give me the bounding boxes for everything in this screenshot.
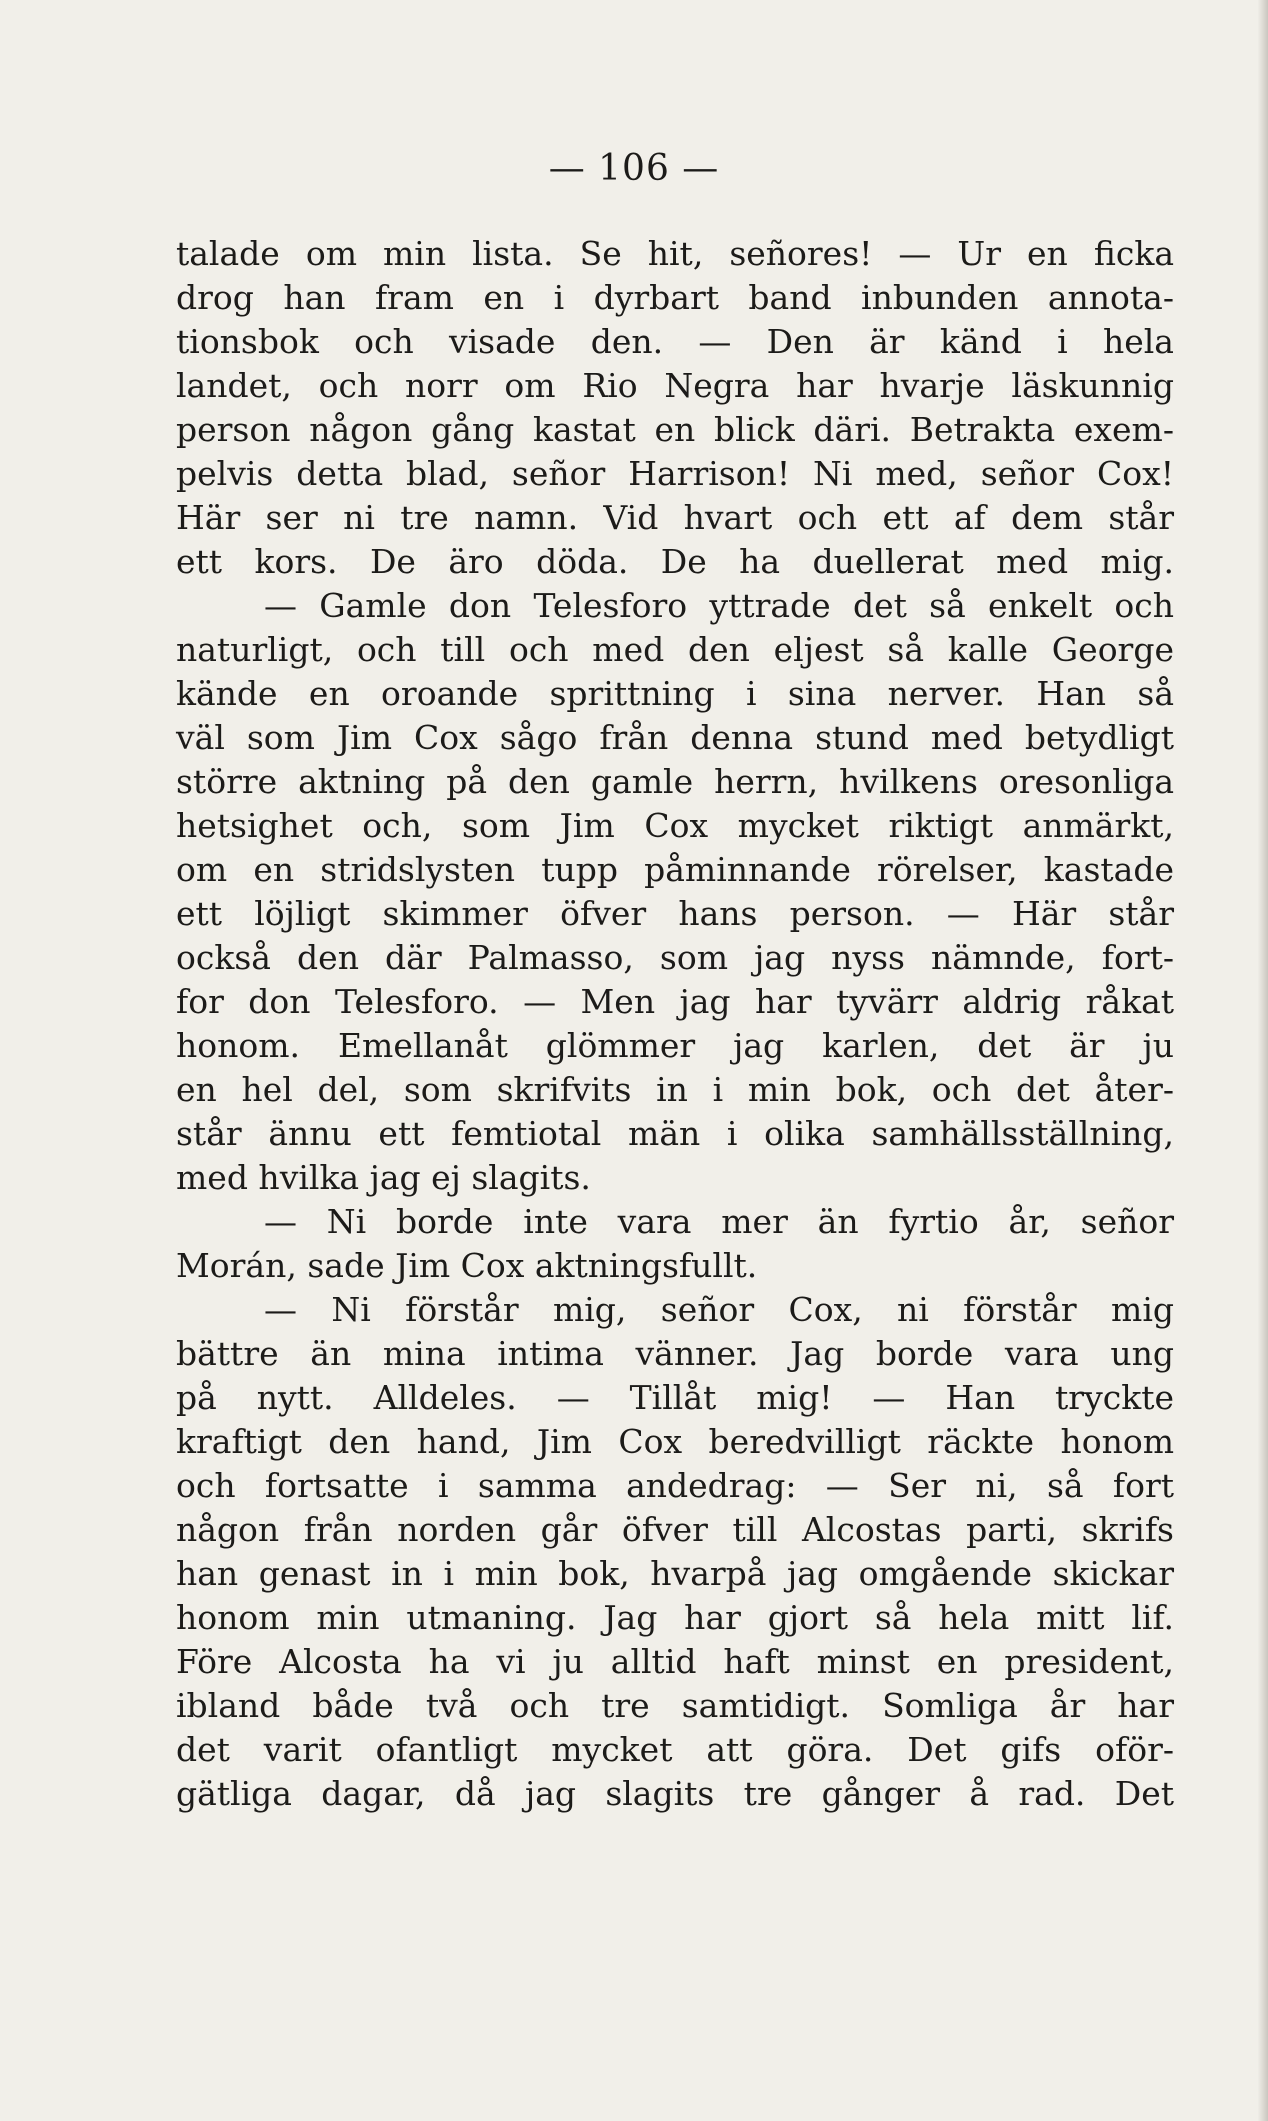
page-edge-shadow <box>1258 0 1268 2121</box>
text-line: pelvis detta blad, señor Harrison! Ni med, señor Cox! <box>176 454 1174 493</box>
text-line: naturligt, och till och med den eljest så kalle George <box>176 630 1174 669</box>
text-line: en hel del, som skrifvits in i min bok, och det åter- <box>176 1070 1174 1109</box>
text-line: honom min utmaning. Jag har gjort så hela mitt lif. <box>176 1598 1174 1637</box>
text-line: ibland både två och tre samtidigt. Somliga år har <box>176 1686 1174 1725</box>
text-line: drog han fram en i dyrbart band inbunden annota- <box>176 278 1174 317</box>
text-line: med hvilka jag ej slagits. <box>176 1158 591 1197</box>
body-text <box>176 232 1174 1816</box>
text-line: for don Telesforo. — Men jag har tyvärr aldrig råkat <box>176 982 1174 1021</box>
text-line: Här ser ni tre namn. Vid hvart och ett af dem står <box>176 498 1174 537</box>
text-line: bättre än mina intima vänner. Jag borde vara ung <box>176 1334 1174 1373</box>
text-line: kände en oroande sprittning i sina nerver. Han så <box>176 674 1174 713</box>
text-line: tionsbok och visade den. — Den är känd i hela <box>176 322 1174 361</box>
text-line: hetsighet och, som Jim Cox mycket riktigt anmärkt, <box>176 806 1174 845</box>
text-line: kraftigt den hand, Jim Cox beredvilligt räckte honom <box>176 1422 1174 1461</box>
text-line: på nytt. Alldeles. — Tillåt mig! — Han tryckte <box>176 1378 1174 1417</box>
text-line: Morán, sade Jim Cox aktningsfullt. <box>176 1246 758 1285</box>
page-number: — 106 — <box>548 148 720 189</box>
text-line: också den där Palmasso, som jag nyss nämnde, fort- <box>176 938 1174 977</box>
text-line: landet, och norr om Rio Negra har hvarje läskunnig <box>176 366 1174 405</box>
text-line: ett löjligt skimmer öfver hans person. — Här står <box>176 894 1174 933</box>
text-line: person någon gång kastat en blick däri. Betrakta exem- <box>176 410 1174 449</box>
text-line: någon från norden går öfver till Alcostas parti, skrifs <box>176 1510 1174 1549</box>
text-line: väl som Jim Cox sågo från denna stund med betydligt <box>176 718 1174 757</box>
text-line: Före Alcosta ha vi ju alltid haft minst en president, <box>176 1642 1174 1681</box>
text-line: ett kors. De äro döda. De ha duellerat med mig. <box>176 542 1174 581</box>
text-line: om en stridslysten tupp påminnande rörelser, kastade <box>176 850 1174 889</box>
text-line: — Ni borde inte vara mer än fyrtio år, señor <box>264 1202 1174 1241</box>
text-line: står ännu ett femtiotal män i olika samhällsställning, <box>176 1114 1174 1153</box>
text-line: det varit ofantligt mycket att göra. Det gifs oför- <box>176 1730 1174 1769</box>
text-line: gätliga dagar, då jag slagits tre gånger å rad. Det <box>176 1774 1174 1813</box>
text-line: talade om min lista. Se hit, señores! — Ur en ficka <box>176 234 1174 273</box>
text-line: större aktning på den gamle herrn, hvilkens oresonliga <box>176 762 1174 801</box>
text-line: och fortsatte i samma andedrag: — Ser ni, så fort <box>176 1466 1174 1505</box>
text-line: — Ni förstår mig, señor Cox, ni förstår mig <box>264 1290 1174 1329</box>
text-line: honom. Emellanåt glömmer jag karlen, det är ju <box>176 1026 1174 1065</box>
text-line: han genast in i min bok, hvarpå jag omgående skickar <box>176 1554 1174 1593</box>
text-line: — Gamle don Telesforo yttrade det så enkelt och <box>264 586 1174 625</box>
